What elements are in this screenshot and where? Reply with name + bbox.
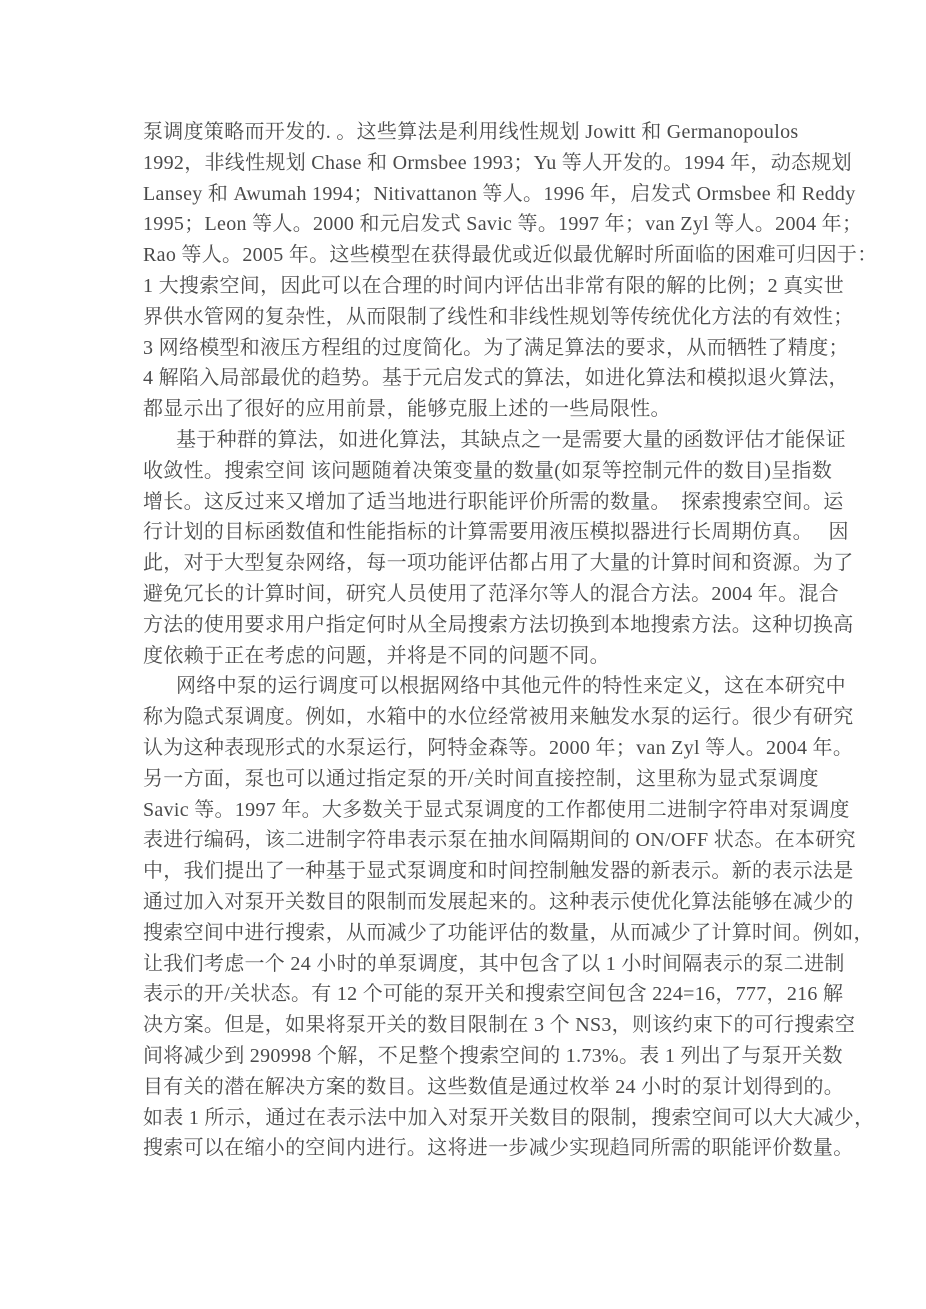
text-line: 决方案。但是，如果将泵开关的数目限制在 3 个 NS3，则该约束下的可行搜索空	[143, 1014, 856, 1037]
text-line: 基于种群的算法，如进化算法，其缺点之一是需要大量的函数评估才能保证	[176, 428, 846, 451]
text-line: 方法的使用要求用户指定何时从全局搜索方法切换到本地搜索方法。这种切换高	[143, 613, 854, 636]
text-line: 另一方面，泵也可以通过指定泵的开/关时间直接控制，这里称为显式泵调度	[143, 767, 819, 790]
paragraph-2	[143, 425, 854, 671]
text-line: 称为隐式泵调度。例如，水箱中的水位经常被用来触发水泵的运行。很少有研究	[143, 706, 854, 729]
text-line: 1 大搜索空间，因此可以在合理的时间内评估出非常有限的解的比例；2 真实世	[143, 274, 845, 297]
text-line: 中，我们提出了一种基于显式泵调度和时间控制触发器的新表示。新的表示法是	[143, 860, 854, 883]
text-line: 4 解陷入局部最优的趋势。基于元启发式的算法，如进化算法和模拟退火算法，	[143, 367, 849, 390]
text-line: 如表 1 所示，通过在表示法中加入对泵开关数目的限制，搜索空间可以大大减少，	[143, 1106, 875, 1129]
text-line: 表进行编码，该二进制字符串表示泵在抽水间隔期间的 ON/OFF 状态。在本研究	[143, 829, 856, 852]
text-line: 搜索空间中进行搜索，从而减少了功能评估的数量，从而减少了计算时间。例如，	[143, 921, 874, 944]
text-line: 度依赖于正在考虑的问题，并将是不同的问题不同。	[143, 644, 610, 667]
text-line: 表示的开/关状态。有 12 个可能的泵开关和搜索空间包含 224=16，777，216 解	[143, 983, 844, 1006]
text-line: 增长。这反过来又增加了适当地进行职能评价所需的数量。 探索搜索空间。运	[143, 490, 844, 513]
text-line: Rao 等人。2005 年。这些模型在获得最优或近似最优解时所面临的困难可归因于：	[143, 244, 878, 267]
text-line: 认为这种表现形式的水泵运行，阿特金森等。2000 年；van Zyl 等人。2004 年。	[143, 736, 854, 759]
text-line: 收敛性。搜索空间 该问题随着决策变量的数量(如泵等控制元件的数目)呈指数	[143, 459, 833, 482]
paragraph-3	[143, 671, 875, 1164]
document-text-block	[143, 117, 878, 1164]
text-line: 1995；Leon 等人。2000 和元启发式 Savic 等。1997 年；van Zyl 等人。2004 年；	[143, 213, 863, 236]
text-line: 网络中泵的运行调度可以根据网络中其他元件的特性来定义，这在本研究中	[176, 675, 846, 698]
text-line: 3 网络模型和液压方程组的过度简化。为了满足算法的要求，从而牺牲了精度；	[143, 336, 849, 359]
text-line: 1992，非线性规划 Chase 和 Ormsbee 1993；Yu 等人开发的。1994 年，动态规划	[143, 151, 852, 174]
paragraph-1	[143, 117, 878, 425]
text-line: Lansey 和 Awumah 1994；Nitivattanon 等人。1996 年，启发式 Ormsbee 和 Reddy	[143, 182, 856, 205]
text-line: 界供水管网的复杂性，从而限制了线性和非线性规划等传统优化方法的有效性；	[143, 305, 854, 328]
text-line: 让我们考虑一个 24 小时的单泵调度，其中包含了以 1 小时间隔表示的泵二进制	[143, 952, 845, 975]
text-line: 搜索可以在缩小的空间内进行。这将进一步减少实现趋同所需的职能评价数量。	[143, 1137, 854, 1160]
text-line: 目有关的潜在解决方案的数目。这些数值是通过枚举 24 小时的泵计划得到的。	[143, 1075, 845, 1098]
text-line: 泵调度策略而开发的. 。这些算法是利用线性规划 Jowitt 和 Germanopoulos	[143, 121, 799, 143]
text-line: 行计划的目标函数值和性能指标的计算需要用液压模拟器进行长周期仿真。 因	[143, 521, 849, 544]
text-line: 此，对于大型复杂网络，每一项功能评估都占用了大量的计算时间和资源。为了	[143, 552, 854, 575]
text-line: 都显示出了很好的应用前景，能够克服上述的一些局限性。	[143, 398, 671, 421]
text-line: Savic 等。1997 年。大多数关于显式泵调度的工作都使用二进制字符串对泵调度	[143, 798, 850, 821]
text-line: 间将减少到 290998 个解，不足整个搜索空间的 1.73%。表 1 列出了与泵开关数	[143, 1044, 843, 1067]
text-line: 通过加入对泵开关数目的限制而发展起来的。这种表示使优化算法能够在减少的	[143, 890, 854, 913]
text-line: 避免冗长的计算时间，研究人员使用了范泽尔等人的混合方法。2004 年。混合	[143, 582, 840, 605]
